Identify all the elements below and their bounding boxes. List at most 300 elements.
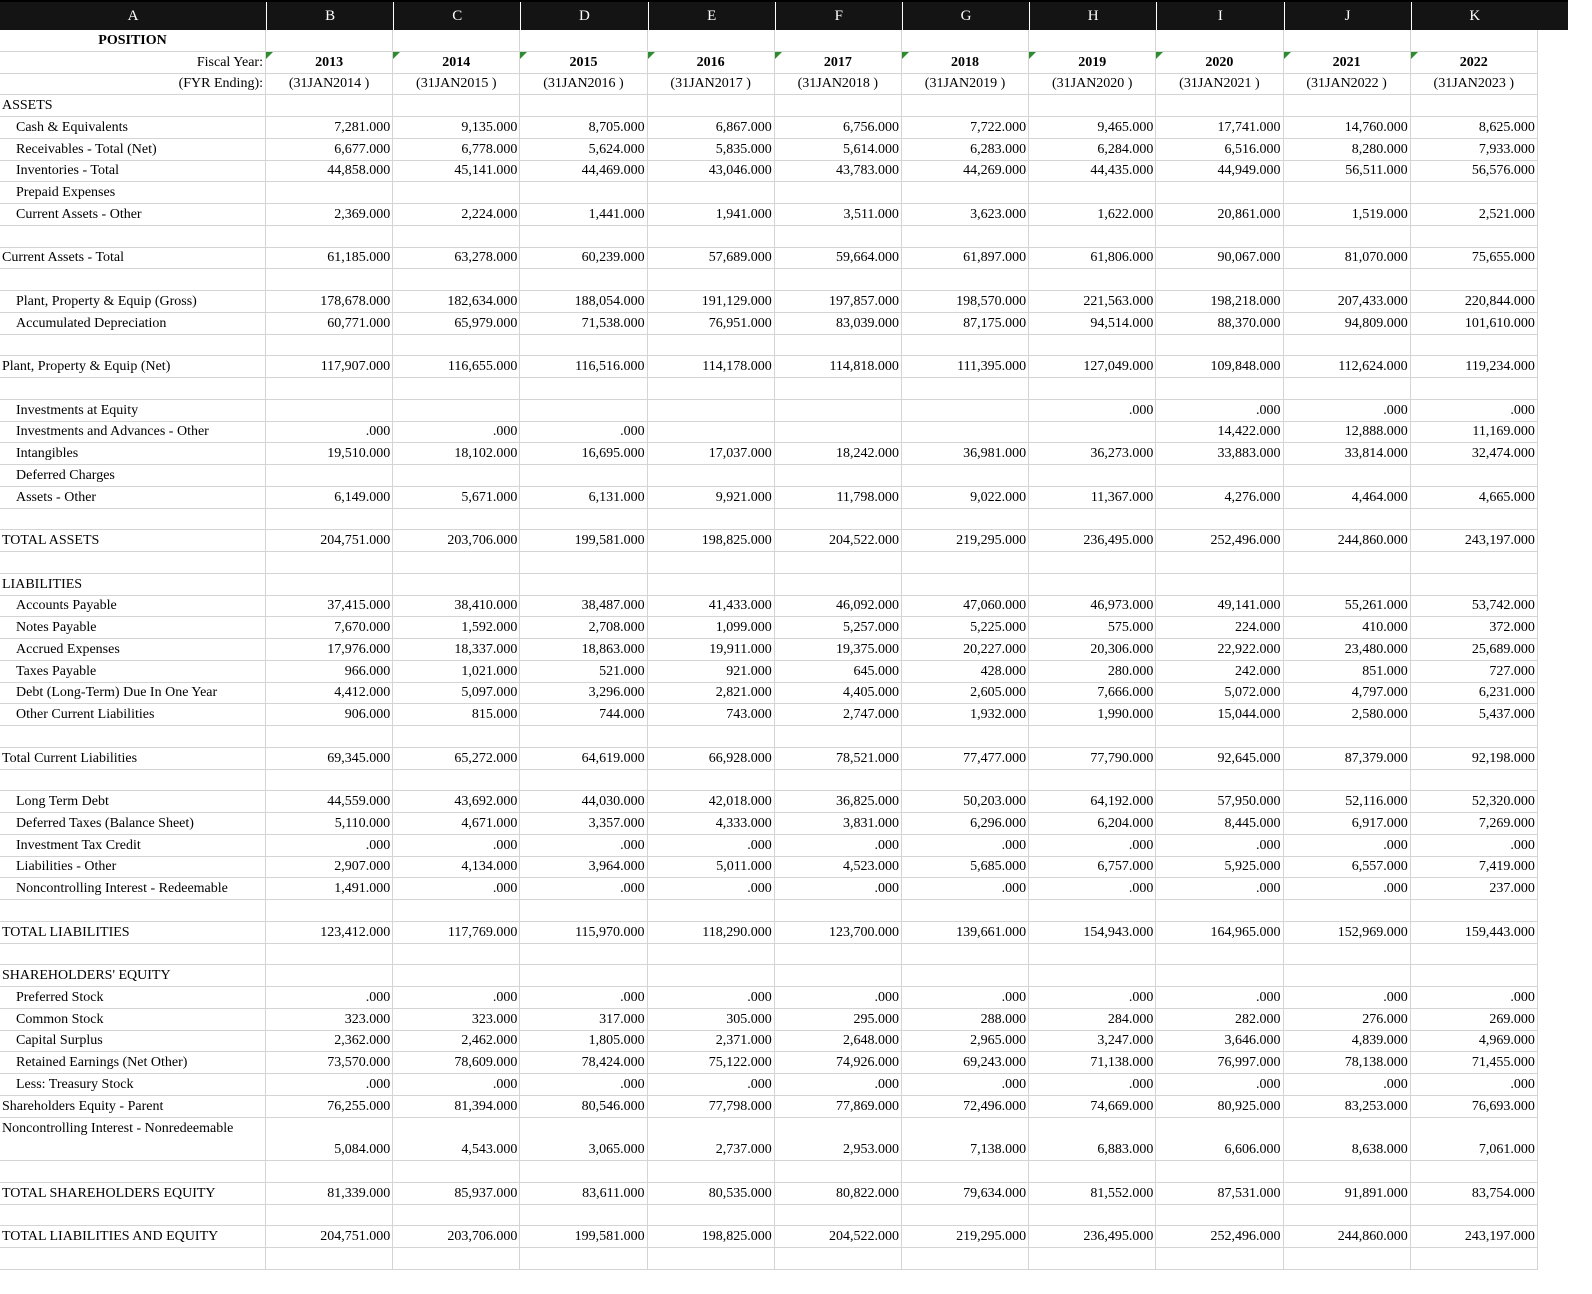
value-cell[interactable]: 5,072.000 [1156,683,1283,705]
value-cell[interactable]: .000 [902,1074,1029,1096]
value-cell[interactable]: 2,580.000 [1284,704,1411,726]
value-cell[interactable] [1029,378,1156,400]
value-cell[interactable]: 372.000 [1411,617,1538,639]
value-cell[interactable] [648,1248,775,1270]
value-cell[interactable] [393,95,520,117]
value-cell[interactable]: 645.000 [775,661,902,683]
value-cell[interactable]: 57,689.000 [648,248,775,270]
value-cell[interactable] [1156,574,1283,596]
value-cell[interactable]: 7,933.000 [1411,139,1538,161]
value-cell[interactable]: 197,857.000 [775,291,902,313]
value-cell[interactable]: 57,950.000 [1156,791,1283,813]
value-cell[interactable] [393,465,520,487]
value-cell[interactable]: 282.000 [1156,1009,1283,1031]
value-cell[interactable]: 76,255.000 [266,1096,393,1118]
value-cell[interactable] [1284,552,1411,574]
row-label-cell[interactable]: Investments and Advances - Other [0,422,266,444]
value-cell[interactable]: .000 [266,422,393,444]
value-cell[interactable]: 1,491.000 [266,878,393,900]
value-cell[interactable] [520,378,647,400]
row-label-cell[interactable]: Receivables - Total (Net) [0,139,266,161]
value-cell[interactable]: 33,883.000 [1156,443,1283,465]
cell[interactable] [520,30,647,52]
value-cell[interactable] [1029,900,1156,922]
fiscal-year-cell[interactable] [266,52,393,74]
value-cell[interactable]: 521.000 [520,661,647,683]
value-cell[interactable] [775,422,902,444]
value-cell[interactable]: 252,496.000 [1156,1226,1283,1248]
row-label-cell[interactable]: Noncontrolling Interest - Redeemable [0,878,266,900]
value-cell[interactable]: 118,290.000 [648,922,775,944]
value-cell[interactable]: 52,116.000 [1284,791,1411,813]
value-cell[interactable] [520,269,647,291]
value-cell[interactable] [1156,900,1283,922]
fyr-ending-cell[interactable]: (31JAN2014 ) [266,74,393,96]
value-cell[interactable]: 55,261.000 [1284,596,1411,618]
value-cell[interactable]: 49,141.000 [1156,596,1283,618]
value-cell[interactable]: 428.000 [902,661,1029,683]
value-cell[interactable]: 323.000 [393,1009,520,1031]
value-cell[interactable]: 80,925.000 [1156,1096,1283,1118]
value-cell[interactable]: 204,751.000 [266,1226,393,1248]
value-cell[interactable] [393,335,520,357]
value-cell[interactable]: 203,706.000 [393,530,520,552]
value-cell[interactable]: 6,557.000 [1284,857,1411,879]
value-cell[interactable]: 4,464.000 [1284,487,1411,509]
row-label-cell[interactable] [0,335,266,357]
value-cell[interactable] [648,465,775,487]
value-cell[interactable]: 3,247.000 [1029,1031,1156,1053]
value-cell[interactable]: 5,011.000 [648,857,775,879]
value-cell[interactable]: 46,973.000 [1029,596,1156,618]
value-cell[interactable]: 815.000 [393,704,520,726]
value-cell[interactable]: 94,514.000 [1029,313,1156,335]
value-cell[interactable]: 159,443.000 [1411,922,1538,944]
value-cell[interactable]: 8,280.000 [1284,139,1411,161]
value-cell[interactable] [1156,95,1283,117]
value-cell[interactable]: .000 [902,878,1029,900]
value-cell[interactable] [393,770,520,792]
value-cell[interactable]: 17,741.000 [1156,117,1283,139]
value-cell[interactable]: 11,798.000 [775,487,902,509]
value-cell[interactable]: 18,242.000 [775,443,902,465]
value-cell[interactable] [393,378,520,400]
fiscal-year-cell[interactable] [1156,52,1283,74]
value-cell[interactable]: 8,638.000 [1284,1118,1411,1162]
value-cell[interactable]: 203,706.000 [393,1226,520,1248]
value-cell[interactable]: 5,685.000 [902,857,1029,879]
value-cell[interactable]: 6,283.000 [902,139,1029,161]
value-cell[interactable]: .000 [266,987,393,1009]
value-cell[interactable]: 8,705.000 [520,117,647,139]
value-cell[interactable]: 7,722.000 [902,117,1029,139]
row-label-cell[interactable]: Inventories - Total [0,161,266,183]
value-cell[interactable] [1029,965,1156,987]
value-cell[interactable] [1156,335,1283,357]
value-cell[interactable] [393,552,520,574]
value-cell[interactable] [648,378,775,400]
value-cell[interactable]: 252,496.000 [1156,530,1283,552]
row-label-cell[interactable] [0,770,266,792]
value-cell[interactable]: 7,269.000 [1411,813,1538,835]
value-cell[interactable]: 6,883.000 [1029,1118,1156,1162]
value-cell[interactable] [775,770,902,792]
value-cell[interactable] [1029,1161,1156,1183]
value-cell[interactable]: 56,576.000 [1411,161,1538,183]
row-label-cell[interactable]: Current Assets - Total [0,248,266,270]
value-cell[interactable] [775,509,902,531]
value-cell[interactable]: 44,469.000 [520,161,647,183]
value-cell[interactable]: 323.000 [266,1009,393,1031]
value-cell[interactable]: 2,369.000 [266,204,393,226]
value-cell[interactable]: 4,405.000 [775,683,902,705]
value-cell[interactable]: 81,552.000 [1029,1183,1156,1205]
value-cell[interactable] [520,965,647,987]
row-label-cell[interactable]: Plant, Property & Equip (Gross) [0,291,266,313]
value-cell[interactable] [266,900,393,922]
value-cell[interactable]: 72,496.000 [902,1096,1029,1118]
value-cell[interactable] [902,1205,1029,1227]
cell[interactable] [266,30,393,52]
value-cell[interactable] [648,552,775,574]
value-cell[interactable]: 43,783.000 [775,161,902,183]
value-cell[interactable]: 52,320.000 [1411,791,1538,813]
row-label-cell[interactable]: Taxes Payable [0,661,266,683]
row-label-cell[interactable]: Investment Tax Credit [0,835,266,857]
value-cell[interactable] [648,422,775,444]
value-cell[interactable] [648,900,775,922]
value-cell[interactable] [520,400,647,422]
value-cell[interactable] [393,226,520,248]
value-cell[interactable] [1156,182,1283,204]
value-cell[interactable]: 20,306.000 [1029,639,1156,661]
value-cell[interactable]: 5,257.000 [775,617,902,639]
value-cell[interactable]: .000 [1029,878,1156,900]
value-cell[interactable] [266,182,393,204]
row-label-cell[interactable]: Less: Treasury Stock [0,1074,266,1096]
value-cell[interactable]: 4,134.000 [393,857,520,879]
value-cell[interactable]: 4,969.000 [1411,1031,1538,1053]
value-cell[interactable]: 2,462.000 [393,1031,520,1053]
value-cell[interactable]: .000 [1156,1074,1283,1096]
value-cell[interactable] [1284,335,1411,357]
value-cell[interactable] [648,574,775,596]
fyr-ending-cell[interactable]: (31JAN2019 ) [902,74,1029,96]
value-cell[interactable] [775,965,902,987]
value-cell[interactable]: 53,742.000 [1411,596,1538,618]
value-cell[interactable]: 80,546.000 [520,1096,647,1118]
value-cell[interactable] [1284,726,1411,748]
value-cell[interactable]: 2,907.000 [266,857,393,879]
value-cell[interactable]: 78,138.000 [1284,1052,1411,1074]
value-cell[interactable] [648,770,775,792]
value-cell[interactable]: 43,692.000 [393,791,520,813]
value-cell[interactable] [266,400,393,422]
value-cell[interactable] [648,269,775,291]
value-cell[interactable]: 65,272.000 [393,748,520,770]
value-cell[interactable]: 188,054.000 [520,291,647,313]
value-cell[interactable]: 237.000 [1411,878,1538,900]
value-cell[interactable] [520,944,647,966]
value-cell[interactable] [775,900,902,922]
value-cell[interactable]: 1,519.000 [1284,204,1411,226]
value-cell[interactable]: 1,990.000 [1029,704,1156,726]
value-cell[interactable]: 83,611.000 [520,1183,647,1205]
value-cell[interactable] [775,335,902,357]
value-cell[interactable]: 78,424.000 [520,1052,647,1074]
row-label-cell[interactable]: Deferred Charges [0,465,266,487]
value-cell[interactable]: 5,835.000 [648,139,775,161]
value-cell[interactable]: 117,907.000 [266,356,393,378]
value-cell[interactable]: .000 [520,835,647,857]
value-cell[interactable]: 18,863.000 [520,639,647,661]
value-cell[interactable] [266,770,393,792]
value-cell[interactable]: .000 [266,1074,393,1096]
value-cell[interactable] [902,335,1029,357]
value-cell[interactable] [902,269,1029,291]
value-cell[interactable]: 44,949.000 [1156,161,1283,183]
value-cell[interactable]: .000 [266,835,393,857]
value-cell[interactable]: 5,437.000 [1411,704,1538,726]
value-cell[interactable] [648,944,775,966]
value-cell[interactable] [1029,182,1156,204]
value-cell[interactable] [1156,1161,1283,1183]
value-cell[interactable]: 2,747.000 [775,704,902,726]
value-cell[interactable] [393,400,520,422]
fyr-ending-cell[interactable]: (31JAN2017 ) [648,74,775,96]
value-cell[interactable]: 5,225.000 [902,617,1029,639]
value-cell[interactable]: 6,284.000 [1029,139,1156,161]
value-cell[interactable]: 6,756.000 [775,117,902,139]
value-cell[interactable]: 83,754.000 [1411,1183,1538,1205]
value-cell[interactable] [775,1248,902,1270]
value-cell[interactable] [520,1161,647,1183]
value-cell[interactable] [1284,770,1411,792]
value-cell[interactable]: .000 [1284,400,1411,422]
value-cell[interactable]: 2,605.000 [902,683,1029,705]
value-cell[interactable]: 6,677.000 [266,139,393,161]
value-cell[interactable]: 243,197.000 [1411,1226,1538,1248]
column-header-d[interactable]: D [520,2,647,30]
fiscal-year-label-cell[interactable]: Fiscal Year: [0,52,266,74]
value-cell[interactable]: 269.000 [1411,1009,1538,1031]
value-cell[interactable]: 42,018.000 [648,791,775,813]
value-cell[interactable]: 906.000 [266,704,393,726]
value-cell[interactable] [775,1161,902,1183]
value-cell[interactable]: .000 [1029,987,1156,1009]
value-cell[interactable]: 4,333.000 [648,813,775,835]
value-cell[interactable]: 90,067.000 [1156,248,1283,270]
value-cell[interactable]: .000 [775,878,902,900]
row-label-cell[interactable] [0,900,266,922]
value-cell[interactable] [775,95,902,117]
value-cell[interactable]: .000 [393,422,520,444]
value-cell[interactable]: 4,523.000 [775,857,902,879]
value-cell[interactable]: 60,239.000 [520,248,647,270]
value-cell[interactable]: 92,198.000 [1411,748,1538,770]
value-cell[interactable] [1156,509,1283,531]
value-cell[interactable] [520,574,647,596]
value-cell[interactable]: 6,606.000 [1156,1118,1283,1162]
value-cell[interactable]: 14,760.000 [1284,117,1411,139]
value-cell[interactable]: 46,092.000 [775,596,902,618]
row-label-cell[interactable]: Liabilities - Other [0,857,266,879]
fyr-ending-label-cell[interactable]: (FYR Ending): [0,74,266,96]
value-cell[interactable]: 4,797.000 [1284,683,1411,705]
fyr-ending-cell[interactable]: (31JAN2016 ) [520,74,647,96]
value-cell[interactable]: 2,737.000 [648,1118,775,1162]
row-label-cell[interactable]: Retained Earnings (Net Other) [0,1052,266,1074]
value-cell[interactable]: 15,044.000 [1156,704,1283,726]
value-cell[interactable] [902,182,1029,204]
value-cell[interactable] [1284,965,1411,987]
value-cell[interactable] [393,1248,520,1270]
value-cell[interactable]: .000 [648,835,775,857]
value-cell[interactable]: 7,281.000 [266,117,393,139]
value-cell[interactable]: 6,778.000 [393,139,520,161]
value-cell[interactable]: 76,997.000 [1156,1052,1283,1074]
row-label-cell[interactable] [0,1205,266,1227]
value-cell[interactable]: 65,979.000 [393,313,520,335]
value-cell[interactable]: 18,102.000 [393,443,520,465]
value-cell[interactable]: 410.000 [1284,617,1411,639]
value-cell[interactable] [1156,465,1283,487]
row-label-cell[interactable]: Accounts Payable [0,596,266,618]
value-cell[interactable]: 111,395.000 [902,356,1029,378]
value-cell[interactable]: 2,224.000 [393,204,520,226]
value-cell[interactable] [902,509,1029,531]
value-cell[interactable] [902,1248,1029,1270]
value-cell[interactable]: 45,141.000 [393,161,520,183]
value-cell[interactable]: 87,531.000 [1156,1183,1283,1205]
row-label-cell[interactable]: Investments at Equity [0,400,266,422]
value-cell[interactable] [775,226,902,248]
value-cell[interactable]: .000 [1284,835,1411,857]
row-label-cell[interactable]: Common Stock [0,1009,266,1031]
value-cell[interactable] [902,770,1029,792]
value-cell[interactable] [1411,335,1538,357]
value-cell[interactable]: .000 [520,878,647,900]
value-cell[interactable]: 198,825.000 [648,1226,775,1248]
value-cell[interactable] [902,726,1029,748]
value-cell[interactable] [1156,1205,1283,1227]
value-cell[interactable]: 69,243.000 [902,1052,1029,1074]
value-cell[interactable]: 116,655.000 [393,356,520,378]
value-cell[interactable] [775,182,902,204]
fiscal-year-cell[interactable] [520,52,647,74]
value-cell[interactable] [1411,965,1538,987]
value-cell[interactable] [648,726,775,748]
value-cell[interactable] [1284,269,1411,291]
value-cell[interactable]: 20,861.000 [1156,204,1283,226]
value-cell[interactable]: 1,099.000 [648,617,775,639]
value-cell[interactable]: 76,951.000 [648,313,775,335]
value-cell[interactable]: 115,970.000 [520,922,647,944]
value-cell[interactable] [393,509,520,531]
value-cell[interactable]: .000 [775,987,902,1009]
value-cell[interactable] [1156,552,1283,574]
value-cell[interactable]: 7,138.000 [902,1118,1029,1162]
value-cell[interactable] [1284,95,1411,117]
value-cell[interactable]: 4,412.000 [266,683,393,705]
value-cell[interactable]: 4,276.000 [1156,487,1283,509]
row-label-cell[interactable]: TOTAL LIABILITIES AND EQUITY [0,1226,266,1248]
value-cell[interactable]: 1,441.000 [520,204,647,226]
value-cell[interactable] [393,182,520,204]
row-label-cell[interactable]: Intangibles [0,443,266,465]
value-cell[interactable] [1156,269,1283,291]
value-cell[interactable] [266,1248,393,1270]
cell[interactable] [1284,30,1411,52]
value-cell[interactable]: 12,888.000 [1284,422,1411,444]
value-cell[interactable]: .000 [393,987,520,1009]
value-cell[interactable] [393,726,520,748]
value-cell[interactable]: 22,922.000 [1156,639,1283,661]
value-cell[interactable]: 152,969.000 [1284,922,1411,944]
column-header-j[interactable]: J [1284,2,1411,30]
value-cell[interactable]: 112,624.000 [1284,356,1411,378]
value-cell[interactable] [1029,944,1156,966]
value-cell[interactable]: 87,379.000 [1284,748,1411,770]
value-cell[interactable] [520,900,647,922]
value-cell[interactable]: 224.000 [1156,617,1283,639]
value-cell[interactable] [1029,465,1156,487]
position-label-cell[interactable]: POSITION [0,30,266,52]
value-cell[interactable]: 80,822.000 [775,1183,902,1205]
value-cell[interactable]: 109,848.000 [1156,356,1283,378]
value-cell[interactable]: 71,455.000 [1411,1052,1538,1074]
value-cell[interactable]: 19,911.000 [648,639,775,661]
value-cell[interactable] [266,95,393,117]
value-cell[interactable]: .000 [1284,987,1411,1009]
column-header-f[interactable]: F [775,2,902,30]
value-cell[interactable] [775,552,902,574]
value-cell[interactable]: 64,619.000 [520,748,647,770]
row-label-cell[interactable] [0,1161,266,1183]
value-cell[interactable] [1029,726,1156,748]
value-cell[interactable]: .000 [393,878,520,900]
value-cell[interactable] [1411,900,1538,922]
value-cell[interactable]: 75,122.000 [648,1052,775,1074]
value-cell[interactable]: 5,097.000 [393,683,520,705]
value-cell[interactable]: 6,149.000 [266,487,393,509]
value-cell[interactable]: 243,197.000 [1411,530,1538,552]
value-cell[interactable]: .000 [1156,400,1283,422]
value-cell[interactable]: 6,917.000 [1284,813,1411,835]
value-cell[interactable]: 81,394.000 [393,1096,520,1118]
value-cell[interactable] [1411,509,1538,531]
value-cell[interactable]: .000 [520,1074,647,1096]
value-cell[interactable]: 5,614.000 [775,139,902,161]
value-cell[interactable]: 244,860.000 [1284,530,1411,552]
value-cell[interactable] [520,552,647,574]
value-cell[interactable]: 80,535.000 [648,1183,775,1205]
value-cell[interactable]: 2,965.000 [902,1031,1029,1053]
column-header-g[interactable]: G [902,2,1029,30]
cell[interactable] [393,30,520,52]
value-cell[interactable]: 44,269.000 [902,161,1029,183]
fyr-ending-cell[interactable]: (31JAN2021 ) [1156,74,1283,96]
value-cell[interactable] [775,726,902,748]
row-label-cell[interactable] [0,378,266,400]
value-cell[interactable]: 220,844.000 [1411,291,1538,313]
value-cell[interactable] [648,965,775,987]
value-cell[interactable] [1284,1205,1411,1227]
fyr-ending-cell[interactable]: (31JAN2022 ) [1284,74,1411,96]
value-cell[interactable]: 43,046.000 [648,161,775,183]
value-cell[interactable]: .000 [520,987,647,1009]
value-cell[interactable]: 1,592.000 [393,617,520,639]
